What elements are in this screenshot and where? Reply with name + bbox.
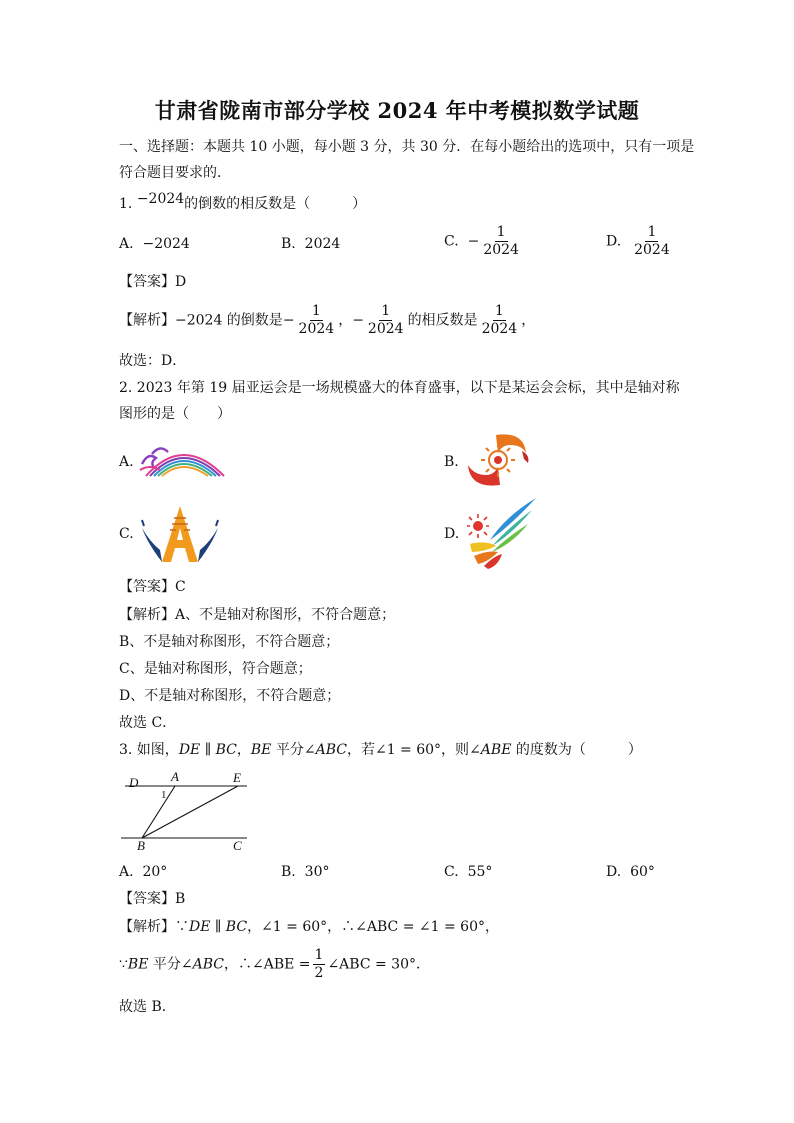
fraction-numerator: 1: [494, 303, 504, 319]
q2-conclusion: 故选 C．: [119, 715, 177, 731]
analysis-text: 平分: [148, 956, 181, 973]
point-label-d: D: [129, 775, 139, 790]
option-label: A.: [119, 236, 134, 252]
question-2-stem-line1: 2. 2023 年第 19 届亚运会是一场规模盛大的体育盛事，以下是某运会会标，其中是轴对称: [119, 380, 680, 396]
minus-sign: −: [352, 312, 364, 329]
games-logo-b: [464, 431, 534, 489]
math-expression: DE ∥ BC: [178, 742, 237, 758]
analysis-text: ∠ABC = 30°．: [327, 956, 430, 973]
analysis-text: ，∴∠ABE =: [224, 956, 311, 973]
stem-text: ，若∠1 = 60°，则: [346, 742, 470, 758]
fraction-denominator: 2024: [298, 321, 335, 337]
fraction: [480, 303, 520, 338]
comma: ，: [521, 312, 536, 329]
geometry-figure: [115, 768, 255, 852]
fraction-numerator: 1: [381, 303, 391, 319]
question-2-stem-line2: 图形的是（ ）: [119, 406, 231, 422]
asian-games-logo-a: [138, 436, 228, 480]
fraction-numerator: 1: [314, 947, 324, 963]
q2-option-d-label: D.: [444, 526, 460, 542]
question-3-stem: [119, 740, 642, 760]
option-label: C.: [444, 864, 459, 880]
q1-option-d: [606, 224, 674, 259]
option-label: C.: [444, 233, 459, 250]
fraction: [481, 224, 521, 259]
section-instruction-line2: 符合题目要求的．: [119, 165, 231, 181]
question-number: 1.: [119, 196, 133, 212]
q2-analysis-line4: D、不是轴对称图形，不符合题意；: [119, 688, 341, 704]
math-expression: BE: [250, 742, 272, 758]
analysis-text: −2024 的倒数是: [175, 312, 283, 329]
math-expression: DE ∥ BC: [189, 919, 248, 935]
q3-option-d: [606, 862, 655, 882]
comma: ，: [338, 312, 353, 329]
q1-option-a: [119, 234, 190, 254]
question-1-text: 的倒数的相反数是（ ）: [184, 196, 367, 212]
q3-option-b: [281, 862, 329, 882]
option-value: 55°: [467, 864, 493, 880]
q3-analysis-line1: [119, 917, 499, 937]
stem-text: 平分: [271, 742, 304, 758]
q2-option-a-label: A.: [119, 454, 134, 470]
q3-conclusion: 故选 B．: [119, 999, 176, 1015]
option-label: D.: [606, 233, 622, 250]
q2-answer: 【答案】C: [119, 579, 186, 595]
analysis-tag: 【解析】: [119, 312, 175, 329]
games-logo-c-letter-a: [140, 504, 220, 564]
q1-option-b: [281, 234, 340, 254]
fraction-denominator: 2024: [367, 321, 404, 337]
page-title: 甘肃省陇南市部分学校 2024 年中考模拟数学试题: [154, 98, 640, 123]
math-expression: ∠ABC: [303, 742, 347, 758]
question-1-value: −2024: [136, 191, 185, 207]
q1-option-c: [444, 224, 523, 259]
fraction-numerator: 1: [311, 303, 321, 319]
fraction-numerator: 1: [647, 224, 657, 240]
fraction-denominator: 2024: [634, 242, 670, 258]
stem-text: ，: [236, 742, 251, 758]
q2-option-b-label: B.: [444, 454, 459, 470]
q3-analysis-line2: [119, 947, 430, 982]
q2-analysis-line3: C、是轴对称图形，符合题意；: [119, 661, 312, 677]
fraction-denominator: 2024: [481, 321, 518, 337]
option-label: A.: [119, 864, 134, 880]
question-1-stem: [119, 191, 367, 214]
math-expression: ∠ABE: [469, 742, 512, 758]
analysis-text: ，∠1 = 60°，∴∠ABC = ∠1 = 60°，: [247, 919, 499, 935]
fraction-numerator: 1: [496, 224, 506, 240]
option-label: B.: [281, 864, 296, 880]
q2-analysis-line2: B、不是轴对称图形，不符合题意；: [119, 634, 340, 650]
fraction: [366, 303, 406, 338]
because-symbol: ∵: [175, 919, 189, 935]
option-value: −2024: [142, 236, 190, 252]
minus-sign: −: [282, 312, 295, 329]
point-label-b: B: [137, 838, 145, 852]
option-value: 60°: [630, 864, 655, 880]
math-expression: ∠ABC: [180, 956, 224, 973]
fraction: [297, 303, 337, 338]
option-value: 20°: [142, 864, 168, 880]
q3-option-c: [444, 862, 492, 882]
fraction-denominator: 2: [314, 965, 324, 981]
section-instruction-line1: 一、选择题：本题共 10 小题，每小题 3 分，共 30 分．在每小题给出的选项中，只有一项是: [119, 139, 695, 155]
option-value: 2024: [304, 236, 341, 252]
point-label-e: E: [233, 770, 241, 785]
because-symbol: ∵: [119, 956, 128, 973]
q2-analysis-line1: 【解析】A、不是轴对称图形，不符合题意；: [119, 607, 396, 623]
angle-label-1: 1: [161, 789, 167, 801]
q1-conclusion: 故选：D．: [119, 353, 187, 369]
point-label-a: A: [171, 769, 179, 784]
option-value: 30°: [304, 864, 330, 880]
point-label-c: C: [233, 838, 242, 852]
analysis-tag: 【解析】: [119, 919, 175, 935]
fraction-denominator: 2024: [483, 242, 519, 258]
q1-answer: 【答案】D: [119, 274, 187, 290]
stem-text: 3. 如图，: [119, 742, 179, 758]
q1-analysis: [119, 303, 535, 338]
option-label: D.: [606, 864, 622, 880]
stem-text: 的度数为（ ）: [511, 742, 642, 758]
games-logo-d-bird: [466, 496, 538, 570]
analysis-text: 的相反数是: [407, 312, 478, 329]
q3-option-a: [119, 862, 167, 882]
q3-answer: 【答案】B: [119, 891, 186, 907]
math-expression: BE: [127, 956, 149, 973]
minus-sign: −: [467, 233, 480, 250]
fraction: [313, 947, 326, 982]
option-label: B.: [281, 236, 296, 252]
fraction: [632, 224, 672, 259]
q2-option-c-label: C.: [119, 526, 134, 542]
